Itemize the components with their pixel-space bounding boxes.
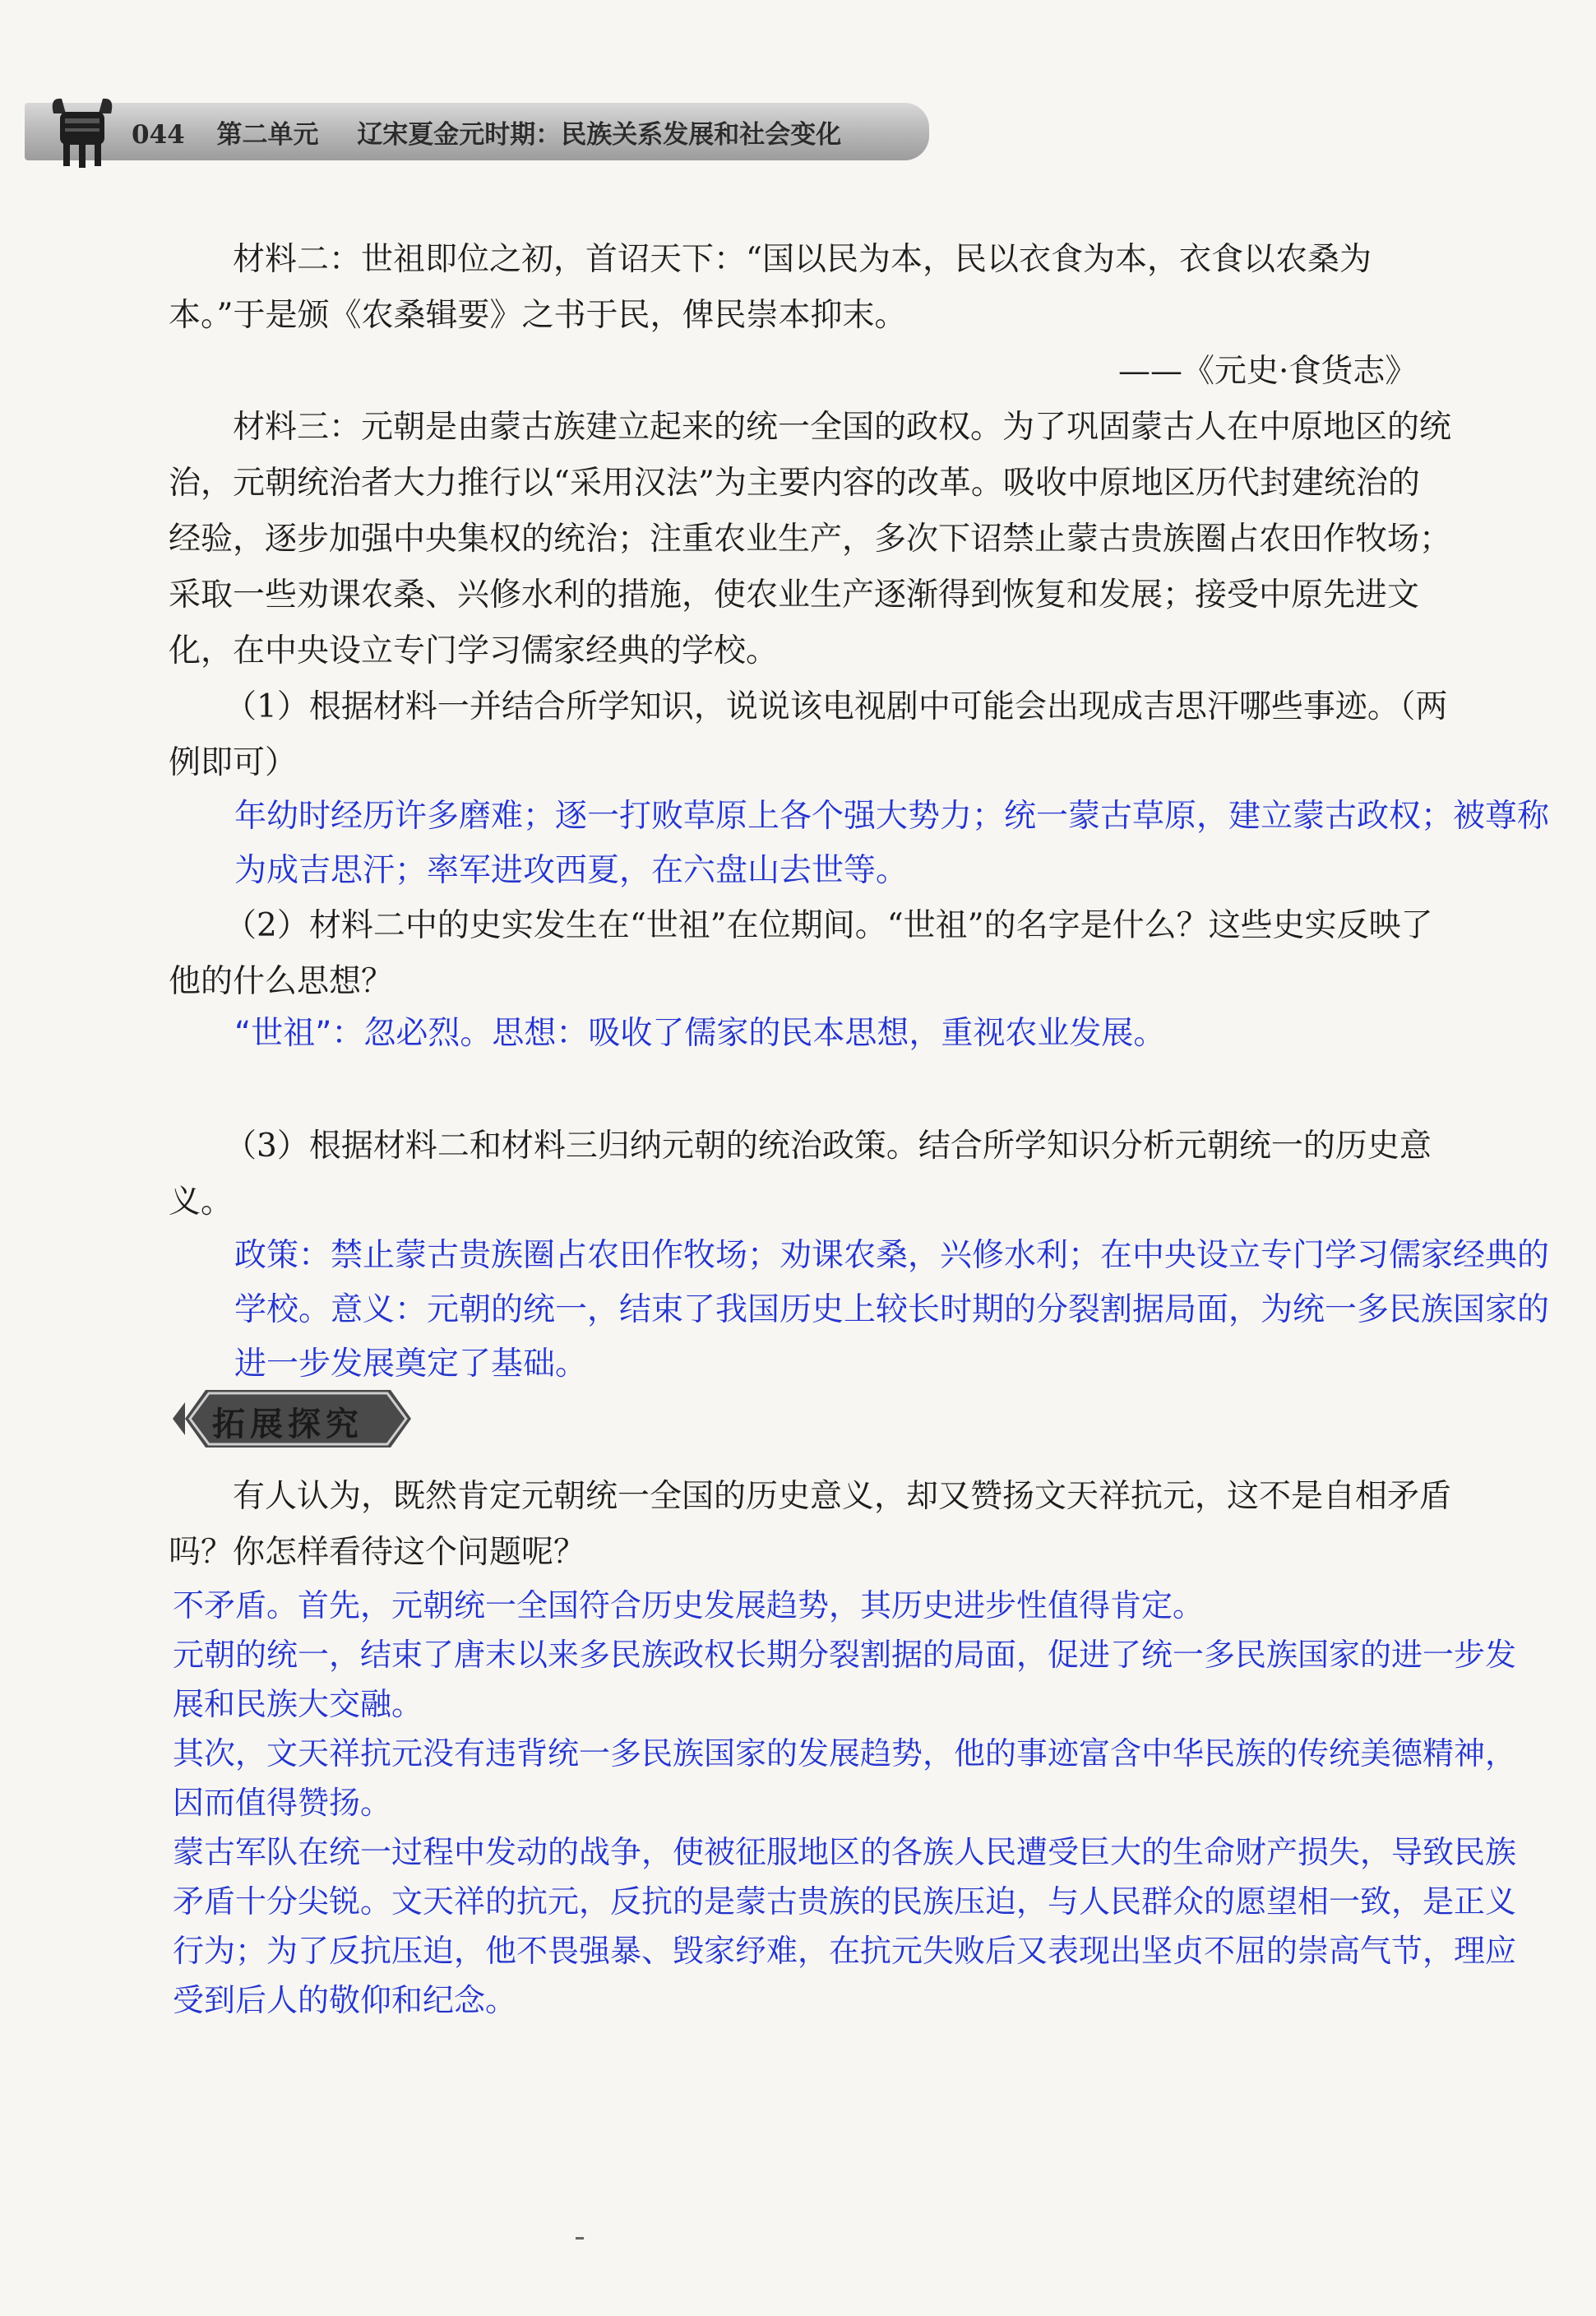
bronze-vessel-icon xyxy=(45,89,119,171)
page-number: 044 xyxy=(132,120,185,150)
unit-title: 辽宋夏金元时期：民族关系发展和社会变化 xyxy=(357,120,842,150)
unit-label: 第二单元 xyxy=(216,120,319,150)
question-2: （2）材料二中的史实发生在“世祖”在位期间。“世祖”的名字是什么？这些史实反映了他的什么思想？ xyxy=(169,907,1433,1000)
extension-answer-2: 元朝的统一，结束了唐末以来多民族政权长期分裂割据的局面，促进了统一多民族国家的进一步发展和民族大交融。 xyxy=(173,1637,1517,1722)
extension-question: 有人认为，既然肯定元朝统一全国的历史意义，却又赞扬文天祥抗元，这不是自相矛盾吗？你怎样看待这个问题呢？ xyxy=(169,1478,1452,1571)
page-mark xyxy=(576,2237,584,2240)
material-two-source: ——《元史·食货志》 xyxy=(1118,353,1418,390)
extension-answer-3: 其次，文天祥抗元没有违背统一多民族国家的发展趋势，他的事迹富含中华民族的传统美德精神，因而值得赞扬。 xyxy=(173,1735,1517,1821)
page-header xyxy=(132,113,841,151)
extension-answer-4: 蒙古军队在统一过程中发动的战争，使被征服地区的各族人民遭受巨大的生命财产损失，导致民族矛盾十分尖锐。文天祥的抗元，反抗的是蒙古贵族的民族压迫，与人民群众的愿望相一致，是正义行为；为了反抗压迫，他不畏强暴、毁家纾难，在抗元失败后又表现出坚贞不屈的崇高气节，理应受到后人的敬仰和纪念。 xyxy=(173,1834,1517,2018)
answer-1: 年幼时经历许多磨难；逐一打败草原上各个强大势力；统一蒙古草原，建立蒙古政权；被尊称为成吉思汗；率军进攻西夏，在六盘山去世等。 xyxy=(234,798,1550,889)
material-two: 材料二：世祖即位之初，首诏天下：“国以民为本，民以衣食为本，衣食以农桑为本。”于是颁《农桑辑要》之书于民，俾民崇本抑末。 xyxy=(169,241,1372,334)
answer-2: “世祖”：忽必烈。思想：吸收了儒家的民本思想，重视农业发展。 xyxy=(234,1015,1166,1052)
section-title: 拓展探究 xyxy=(212,1405,363,1443)
material-three: 材料三：元朝是由蒙古族建立起来的统一全国的政权。为了巩固蒙古人在中原地区的统治，元朝统治者大力推行以“采用汉法”为主要内容的改革。吸收中原地区历代封建统治的经验，逐步加强中央集权的统治；注重农业生产，多次下诏禁止蒙古贵族圈占农田作牧场；采取一些劝课农桑、兴修水利的措施，使农业生产逐渐得到恢复和发展；接受中原先进文化，在中央设立专门学习儒家经典的学校。 xyxy=(169,409,1452,669)
answer-3: 政策：禁止蒙古贵族圈占农田作牧场；劝课农桑，兴修水利；在中央设立专门学习儒家经典的学校。意义：元朝的统一，结束了我国历史上较长时期的分裂割据局面，为统一多民族国家的进一步发展奠定了基础。 xyxy=(234,1237,1550,1383)
question-1: （1）根据材料一并结合所学知识，说说该电视剧中可能会出现成吉思汗哪些事迹。（两例即可） xyxy=(169,688,1448,781)
extension-answer-1: 不矛盾。首先，元朝统一全国符合历史发展趋势，其历史进步性值得肯定。 xyxy=(173,1587,1205,1624)
question-3: （3）根据材料二和材料三归纳元朝的统治政策。结合所学知识分析元朝统一的历史意义。 xyxy=(169,1128,1432,1221)
